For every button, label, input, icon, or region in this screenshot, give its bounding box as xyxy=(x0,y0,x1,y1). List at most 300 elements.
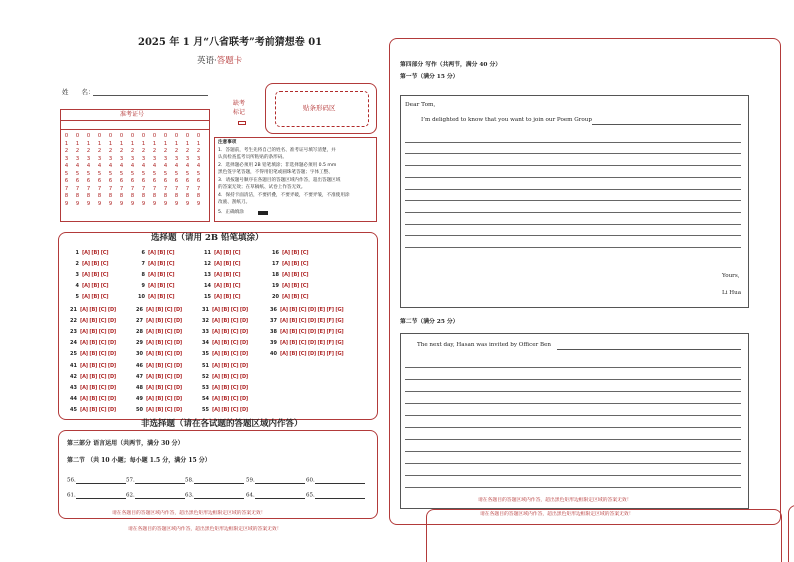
ticket-digit-option[interactable]: 2 xyxy=(163,148,168,154)
choice-question-row[interactable] xyxy=(266,307,343,313)
choice-question-row[interactable] xyxy=(68,272,108,278)
writing-line[interactable] xyxy=(405,142,741,143)
answer-options[interactable]: [A] [B] [C] [D] xyxy=(146,374,183,380)
ticket-digit-option[interactable]: 1 xyxy=(152,140,157,147)
choice-question-row[interactable] xyxy=(198,396,248,402)
ticket-digit-option[interactable]: 7 xyxy=(119,185,124,192)
choice-question-row[interactable] xyxy=(134,294,174,300)
ticket-digit-option[interactable]: 8 xyxy=(152,193,157,199)
answer-options[interactable]: [A] [B] [C] [D] xyxy=(146,340,183,346)
choice-question-row[interactable] xyxy=(68,250,108,256)
ticket-digit-column[interactable] xyxy=(139,133,148,208)
ticket-digit-option[interactable]: 9 xyxy=(108,200,113,207)
answer-options[interactable]: [A] [B] [C] [D] [E] [F] [G] xyxy=(280,329,344,335)
ticket-digit-option[interactable]: 9 xyxy=(86,200,91,207)
answer-options[interactable]: [A] [B] [C] [D] xyxy=(146,396,183,402)
answer-options[interactable]: [A] [B] [C] [D] xyxy=(212,307,249,313)
answer-options[interactable]: [A] [B] [C] [D] xyxy=(146,363,183,369)
ticket-digit-option[interactable]: 0 xyxy=(196,133,201,139)
blank-answer-line[interactable] xyxy=(315,478,365,484)
ticket-digit-option[interactable]: 2 xyxy=(141,148,146,154)
answer-options[interactable]: [A] [B] [C] [D] xyxy=(212,396,249,402)
ticket-digit-option[interactable]: 3 xyxy=(152,155,157,162)
ticket-digit-option[interactable]: 9 xyxy=(196,200,201,207)
answer-options[interactable]: [A] [B] [C] xyxy=(282,261,309,267)
writing-line[interactable] xyxy=(405,247,741,248)
ticket-digit-option[interactable]: 6 xyxy=(108,178,113,184)
ticket-digit-option[interactable]: 1 xyxy=(196,140,201,147)
ticket-digit-column[interactable] xyxy=(95,133,104,208)
choice-question-row[interactable] xyxy=(266,340,343,346)
writing-line[interactable] xyxy=(405,427,741,428)
answer-options[interactable]: [A] [B] [C] xyxy=(82,261,109,267)
ticket-digit-option[interactable]: 2 xyxy=(174,148,179,154)
ticket-digit-option[interactable]: 9 xyxy=(64,200,69,207)
ticket-digit-option[interactable]: 7 xyxy=(152,185,157,192)
ticket-digit-option[interactable]: 2 xyxy=(75,148,80,154)
ticket-digit-option[interactable]: 5 xyxy=(119,170,124,177)
ticket-digit-column[interactable] xyxy=(73,133,82,208)
blank-answer-line[interactable] xyxy=(76,493,126,499)
answer-options[interactable]: [A] [B] [C] [D] xyxy=(146,385,183,391)
choice-question-row[interactable] xyxy=(66,307,116,313)
ticket-digit-option[interactable]: 9 xyxy=(185,200,190,207)
choice-question-row[interactable] xyxy=(200,261,240,267)
ticket-digit-option[interactable]: 4 xyxy=(64,163,69,169)
writing-line[interactable] xyxy=(405,212,741,213)
ticket-digit-option[interactable]: 2 xyxy=(108,148,113,154)
answer-options[interactable]: [A] [B] [C] [D] [E] [F] [G] xyxy=(280,351,344,357)
ticket-digit-column[interactable] xyxy=(194,133,203,208)
ticket-digit-option[interactable]: 8 xyxy=(196,193,201,199)
ticket-digit-option[interactable]: 8 xyxy=(86,193,91,199)
ticket-digit-option[interactable]: 7 xyxy=(97,185,102,192)
ticket-digit-option[interactable]: 8 xyxy=(163,193,168,199)
letter-writing-lines[interactable] xyxy=(405,130,741,260)
choice-question-row[interactable] xyxy=(66,374,116,380)
blank-answer-line[interactable] xyxy=(135,493,185,499)
choice-question-row[interactable] xyxy=(66,363,116,369)
choice-question-row[interactable] xyxy=(66,407,116,413)
answer-options[interactable]: [A] [B] [C] [D] xyxy=(146,318,183,324)
blank-answer-line[interactable] xyxy=(255,493,305,499)
answer-options[interactable]: [A] [B] [C] [D] xyxy=(146,407,183,413)
ticket-digit-option[interactable]: 6 xyxy=(130,178,135,184)
answer-options[interactable]: [A] [B] [C] xyxy=(148,272,175,278)
ticket-digit-option[interactable]: 2 xyxy=(86,148,91,154)
ticket-digit-option[interactable]: 3 xyxy=(185,155,190,162)
choice-question-row[interactable] xyxy=(132,340,182,346)
choice-question-row[interactable] xyxy=(132,307,182,313)
ticket-digit-option[interactable]: 4 xyxy=(75,163,80,169)
ticket-digit-option[interactable]: 0 xyxy=(75,133,80,139)
ticket-digit-option[interactable]: 3 xyxy=(119,155,124,162)
ticket-digit-option[interactable]: 1 xyxy=(64,140,69,147)
answer-options[interactable]: [A] [B] [C] xyxy=(214,283,241,289)
ticket-digit-option[interactable]: 9 xyxy=(119,200,124,207)
ticket-digit-option[interactable]: 6 xyxy=(75,178,80,184)
ticket-digit-option[interactable]: 0 xyxy=(97,133,102,139)
writing-line[interactable] xyxy=(405,463,741,464)
choice-question-row[interactable] xyxy=(198,374,248,380)
ticket-digit-option[interactable]: 4 xyxy=(97,163,102,169)
blank-item[interactable] xyxy=(67,478,126,484)
writing-line[interactable] xyxy=(405,403,741,404)
answer-options[interactable]: [A] [B] [C] xyxy=(148,250,175,256)
ticket-digit-option[interactable]: 6 xyxy=(163,178,168,184)
ticket-digit-option[interactable]: 0 xyxy=(64,133,69,139)
choice-question-row[interactable] xyxy=(132,385,182,391)
answer-options[interactable]: [A] [B] [C] [D] xyxy=(212,385,249,391)
blank-answer-line[interactable] xyxy=(194,493,244,499)
choice-question-row[interactable] xyxy=(200,272,240,278)
ticket-digit-option[interactable]: 7 xyxy=(163,185,168,192)
choice-question-row[interactable] xyxy=(200,294,240,300)
ticket-digit-option[interactable]: 7 xyxy=(75,185,80,192)
blank-answer-line[interactable] xyxy=(194,478,244,484)
ticket-digit-option[interactable]: 5 xyxy=(196,170,201,177)
choice-question-row[interactable] xyxy=(132,396,182,402)
choice-question-row[interactable] xyxy=(200,250,240,256)
answer-options[interactable]: [A] [B] [C] xyxy=(282,250,309,256)
answer-options[interactable]: [A] [B] [C] [D] xyxy=(80,329,117,335)
choice-question-row[interactable] xyxy=(198,318,248,324)
answer-options[interactable]: [A] [B] [C] xyxy=(148,283,175,289)
ticket-digit-option[interactable]: 0 xyxy=(185,133,190,139)
ticket-digit-option[interactable]: 4 xyxy=(196,163,201,169)
answer-options[interactable]: [A] [B] [C] [D] xyxy=(80,385,117,391)
ticket-digit-option[interactable]: 4 xyxy=(130,163,135,169)
ticket-digit-option[interactable]: 4 xyxy=(141,163,146,169)
ticket-digit-option[interactable]: 6 xyxy=(97,178,102,184)
ticket-digit-option[interactable]: 3 xyxy=(75,155,80,162)
answer-options[interactable]: [A] [B] [C] [D] xyxy=(80,340,117,346)
answer-options[interactable]: [A] [B] [C] [D] xyxy=(212,340,249,346)
ticket-digit-option[interactable]: 0 xyxy=(130,133,135,139)
ticket-digit-option[interactable]: 3 xyxy=(163,155,168,162)
ticket-digit-option[interactable]: 8 xyxy=(174,193,179,199)
ticket-digit-option[interactable]: 0 xyxy=(163,133,168,139)
choice-question-row[interactable] xyxy=(268,294,308,300)
answer-options[interactable]: [A] [B] [C] [D] xyxy=(80,351,117,357)
choice-question-row[interactable] xyxy=(66,340,116,346)
ticket-digit-option[interactable]: 2 xyxy=(97,148,102,154)
writing-line[interactable] xyxy=(405,189,741,190)
answer-options[interactable]: [A] [B] [C] [D] xyxy=(80,396,117,402)
ticket-digit-option[interactable]: 3 xyxy=(64,155,69,162)
choice-question-row[interactable] xyxy=(132,318,182,324)
ticket-digit-column[interactable] xyxy=(161,133,170,208)
blank-item[interactable] xyxy=(306,493,365,499)
ticket-digit-option[interactable]: 7 xyxy=(196,185,201,192)
ticket-digit-option[interactable]: 9 xyxy=(75,200,80,207)
blank-answer-line[interactable] xyxy=(315,493,365,499)
ticket-digit-option[interactable]: 7 xyxy=(86,185,91,192)
blank-item[interactable] xyxy=(246,493,305,499)
answer-options[interactable]: [A] [B] [C] xyxy=(214,261,241,267)
ticket-digit-option[interactable]: 5 xyxy=(174,170,179,177)
ticket-digit-option[interactable]: 6 xyxy=(141,178,146,184)
name-field[interactable] xyxy=(93,95,208,96)
ticket-digit-option[interactable]: 0 xyxy=(141,133,146,139)
ticket-digit-option[interactable]: 4 xyxy=(185,163,190,169)
choice-question-row[interactable] xyxy=(66,385,116,391)
ticket-digit-option[interactable]: 2 xyxy=(152,148,157,154)
ticket-digit-option[interactable]: 4 xyxy=(119,163,124,169)
ticket-digit-option[interactable]: 8 xyxy=(108,193,113,199)
choice-question-row[interactable] xyxy=(68,283,108,289)
ticket-digit-option[interactable]: 0 xyxy=(86,133,91,139)
ticket-digit-option[interactable]: 6 xyxy=(119,178,124,184)
ticket-digit-column[interactable] xyxy=(183,133,192,208)
writing-line[interactable] xyxy=(405,367,741,368)
choice-question-row[interactable] xyxy=(66,318,116,324)
ticket-digit-option[interactable]: 5 xyxy=(163,170,168,177)
answer-options[interactable]: [A] [B] [C] [D] xyxy=(80,374,117,380)
ticket-digit-option[interactable]: 5 xyxy=(86,170,91,177)
ticket-digit-option[interactable]: 6 xyxy=(64,178,69,184)
blank-item[interactable] xyxy=(246,478,305,484)
ticket-digit-option[interactable]: 9 xyxy=(130,200,135,207)
blank-answer-line[interactable] xyxy=(255,478,305,484)
writing-line[interactable] xyxy=(405,475,741,476)
ticket-digit-option[interactable]: 3 xyxy=(130,155,135,162)
writing-line[interactable] xyxy=(405,487,741,488)
choice-question-row[interactable] xyxy=(66,351,116,357)
ticket-digit-option[interactable]: 5 xyxy=(97,170,102,177)
ticket-digit-option[interactable]: 1 xyxy=(108,140,113,147)
ticket-digit-option[interactable]: 0 xyxy=(152,133,157,139)
ticket-digit-option[interactable]: 1 xyxy=(86,140,91,147)
ticket-digit-column[interactable] xyxy=(84,133,93,208)
answer-options[interactable]: [A] [B] [C] xyxy=(148,294,175,300)
writing-line[interactable] xyxy=(405,224,741,225)
ticket-digit-option[interactable]: 8 xyxy=(185,193,190,199)
writing-line[interactable] xyxy=(405,200,741,201)
ticket-digit-option[interactable]: 5 xyxy=(141,170,146,177)
choice-question-row[interactable] xyxy=(198,340,248,346)
answer-options[interactable]: [A] [B] [C] xyxy=(148,261,175,267)
ticket-digit-option[interactable]: 8 xyxy=(64,193,69,199)
blank-answer-line[interactable] xyxy=(76,478,126,484)
answer-options[interactable]: [A] [B] [C] [D] xyxy=(212,374,249,380)
answer-options[interactable]: [A] [B] [C] xyxy=(214,250,241,256)
answer-options[interactable]: [A] [B] [C] [D] xyxy=(80,307,117,313)
ticket-digit-option[interactable]: 7 xyxy=(64,185,69,192)
ticket-digit-column[interactable] xyxy=(106,133,115,208)
ticket-digit-option[interactable]: 2 xyxy=(185,148,190,154)
ticket-digit-option[interactable]: 7 xyxy=(174,185,179,192)
choice-question-row[interactable] xyxy=(66,329,116,335)
choice-question-row[interactable] xyxy=(266,351,343,357)
ticket-digit-option[interactable]: 3 xyxy=(196,155,201,162)
writing-line[interactable] xyxy=(405,415,741,416)
choice-question-row[interactable] xyxy=(266,318,343,324)
ticket-digit-option[interactable]: 5 xyxy=(108,170,113,177)
choice-question-row[interactable] xyxy=(134,261,174,267)
writing-line[interactable] xyxy=(405,439,741,440)
ticket-digit-option[interactable]: 6 xyxy=(152,178,157,184)
ticket-digit-option[interactable]: 3 xyxy=(174,155,179,162)
choice-question-row[interactable] xyxy=(66,396,116,402)
ticket-digit-option[interactable]: 6 xyxy=(86,178,91,184)
choice-question-row[interactable] xyxy=(266,329,343,335)
ticket-digit-option[interactable]: 9 xyxy=(141,200,146,207)
choice-question-row[interactable] xyxy=(198,407,248,413)
writing-line[interactable] xyxy=(405,391,741,392)
answer-options[interactable]: [A] [B] [C] xyxy=(82,294,109,300)
choice-question-row[interactable] xyxy=(198,307,248,313)
ticket-digit-option[interactable]: 1 xyxy=(130,140,135,147)
ticket-digit-option[interactable]: 4 xyxy=(86,163,91,169)
ticket-digit-option[interactable]: 1 xyxy=(174,140,179,147)
ticket-digit-option[interactable]: 3 xyxy=(141,155,146,162)
answer-options[interactable]: [A] [B] [C] [D] [E] [F] [G] xyxy=(280,307,344,313)
ticket-digit-option[interactable]: 2 xyxy=(130,148,135,154)
answer-options[interactable]: [A] [B] [C] [D] xyxy=(80,363,117,369)
ticket-digit-option[interactable]: 1 xyxy=(141,140,146,147)
ticket-digit-option[interactable]: 0 xyxy=(174,133,179,139)
answer-options[interactable]: [A] [B] [C] [D] xyxy=(146,307,183,313)
answer-options[interactable]: [A] [B] [C] xyxy=(82,250,109,256)
blank-item[interactable] xyxy=(126,478,185,484)
ticket-digit-column[interactable] xyxy=(117,133,126,208)
ticket-digit-option[interactable]: 7 xyxy=(185,185,190,192)
ticket-digit-option[interactable]: 4 xyxy=(152,163,157,169)
ticket-digit-option[interactable]: 8 xyxy=(75,193,80,199)
choice-question-row[interactable] xyxy=(268,283,308,289)
writing-line[interactable] xyxy=(405,451,741,452)
writing-line[interactable] xyxy=(405,153,741,154)
ticket-digit-option[interactable]: 1 xyxy=(185,140,190,147)
answer-options[interactable]: [A] [B] [C] [D] xyxy=(212,318,249,324)
ticket-digit-option[interactable]: 0 xyxy=(119,133,124,139)
writing-line[interactable] xyxy=(405,165,741,166)
answer-options[interactable]: [A] [B] [C] [D] xyxy=(212,351,249,357)
choice-question-row[interactable] xyxy=(198,329,248,335)
choice-question-row[interactable] xyxy=(268,250,308,256)
answer-options[interactable]: [A] [B] [C] [D] xyxy=(212,363,249,369)
blank-item[interactable] xyxy=(126,493,185,499)
choice-question-row[interactable] xyxy=(68,261,108,267)
answer-options[interactable]: [A] [B] [C] [D] [E] [F] [G] xyxy=(280,340,344,346)
blank-item[interactable] xyxy=(67,493,126,499)
ticket-digit-option[interactable]: 3 xyxy=(86,155,91,162)
ticket-digit-option[interactable]: 8 xyxy=(119,193,124,199)
writing-line[interactable] xyxy=(405,177,741,178)
choice-question-row[interactable] xyxy=(68,294,108,300)
choice-question-row[interactable] xyxy=(134,283,174,289)
ticket-digit-column[interactable] xyxy=(172,133,181,208)
blank-item[interactable] xyxy=(306,478,365,484)
ticket-input-row[interactable] xyxy=(60,120,210,130)
absent-mark-box[interactable] xyxy=(238,121,246,125)
ticket-digit-option[interactable]: 2 xyxy=(64,148,69,154)
ticket-digit-option[interactable]: 1 xyxy=(163,140,168,147)
choice-question-row[interactable] xyxy=(200,283,240,289)
choice-question-row[interactable] xyxy=(132,351,182,357)
ticket-digit-column[interactable] xyxy=(128,133,137,208)
blank-item[interactable] xyxy=(185,493,244,499)
ticket-digit-option[interactable]: 5 xyxy=(64,170,69,177)
ticket-digit-option[interactable]: 4 xyxy=(108,163,113,169)
writing-line[interactable] xyxy=(405,235,741,236)
ticket-digit-option[interactable]: 5 xyxy=(152,170,157,177)
ticket-digit-option[interactable]: 6 xyxy=(196,178,201,184)
ticket-digit-option[interactable]: 4 xyxy=(163,163,168,169)
ticket-digit-column[interactable] xyxy=(150,133,159,208)
answer-options[interactable]: [A] [B] [C] [D] xyxy=(212,329,249,335)
ticket-digit-option[interactable]: 5 xyxy=(185,170,190,177)
answer-options[interactable]: [A] [B] [C] [D] xyxy=(80,318,117,324)
ticket-digit-option[interactable]: 9 xyxy=(152,200,157,207)
answer-options[interactable]: [A] [B] [C] xyxy=(282,272,309,278)
ticket-digit-option[interactable]: 6 xyxy=(174,178,179,184)
answer-options[interactable]: [A] [B] [C] xyxy=(82,283,109,289)
answer-options[interactable]: [A] [B] [C] xyxy=(282,283,309,289)
ticket-digit-option[interactable]: 3 xyxy=(108,155,113,162)
ticket-digit-option[interactable]: 2 xyxy=(119,148,124,154)
blank-answer-line[interactable] xyxy=(135,478,185,484)
ticket-digit-option[interactable]: 9 xyxy=(97,200,102,207)
ticket-digit-option[interactable]: 1 xyxy=(75,140,80,147)
ticket-digit-option[interactable]: 1 xyxy=(119,140,124,147)
answer-options[interactable]: [A] [B] [C] xyxy=(82,272,109,278)
choice-question-row[interactable] xyxy=(134,250,174,256)
writing-line[interactable] xyxy=(405,379,741,380)
choice-question-row[interactable] xyxy=(132,374,182,380)
ticket-digit-option[interactable]: 8 xyxy=(130,193,135,199)
choice-question-row[interactable] xyxy=(198,363,248,369)
ticket-digit-option[interactable]: 7 xyxy=(108,185,113,192)
choice-question-row[interactable] xyxy=(198,351,248,357)
ticket-digit-option[interactable]: 3 xyxy=(97,155,102,162)
choice-question-row[interactable] xyxy=(268,261,308,267)
ticket-digit-option[interactable]: 8 xyxy=(141,193,146,199)
ticket-digit-column[interactable] xyxy=(62,133,71,208)
answer-options[interactable]: [A] [B] [C] [D] xyxy=(146,329,183,335)
answer-options[interactable]: [A] [B] [C] [D] xyxy=(212,407,249,413)
choice-question-row[interactable] xyxy=(198,385,248,391)
ticket-digit-option[interactable]: 2 xyxy=(196,148,201,154)
answer-options[interactable]: [A] [B] [C] xyxy=(214,294,241,300)
choice-question-row[interactable] xyxy=(132,407,182,413)
answer-options[interactable]: [A] [B] [C] [D] xyxy=(146,351,183,357)
ticket-digit-option[interactable]: 8 xyxy=(97,193,102,199)
answer-options[interactable]: [A] [B] [C] xyxy=(282,294,309,300)
choice-question-row[interactable] xyxy=(132,363,182,369)
ticket-digit-option[interactable]: 4 xyxy=(174,163,179,169)
ticket-digit-option[interactable]: 9 xyxy=(163,200,168,207)
ticket-digit-option[interactable]: 7 xyxy=(130,185,135,192)
choice-question-row[interactable] xyxy=(134,272,174,278)
choice-question-row[interactable] xyxy=(132,329,182,335)
ticket-digit-option[interactable]: 7 xyxy=(141,185,146,192)
answer-options[interactable]: [A] [B] [C] [D] [E] [F] [G] xyxy=(280,318,344,324)
ticket-digit-option[interactable]: 5 xyxy=(130,170,135,177)
ticket-digit-option[interactable]: 5 xyxy=(75,170,80,177)
choice-question-row[interactable] xyxy=(268,272,308,278)
story-writing-lines[interactable] xyxy=(405,355,741,505)
ticket-digit-option[interactable]: 9 xyxy=(174,200,179,207)
ticket-digit-option[interactable]: 6 xyxy=(185,178,190,184)
answer-options[interactable]: [A] [B] [C] xyxy=(214,272,241,278)
ticket-digit-option[interactable]: 0 xyxy=(108,133,113,139)
question-number: 22 xyxy=(70,318,77,324)
blank-item[interactable] xyxy=(185,478,244,484)
ticket-digit-option[interactable]: 1 xyxy=(97,140,102,147)
answer-options[interactable]: [A] [B] [C] [D] xyxy=(80,407,117,413)
